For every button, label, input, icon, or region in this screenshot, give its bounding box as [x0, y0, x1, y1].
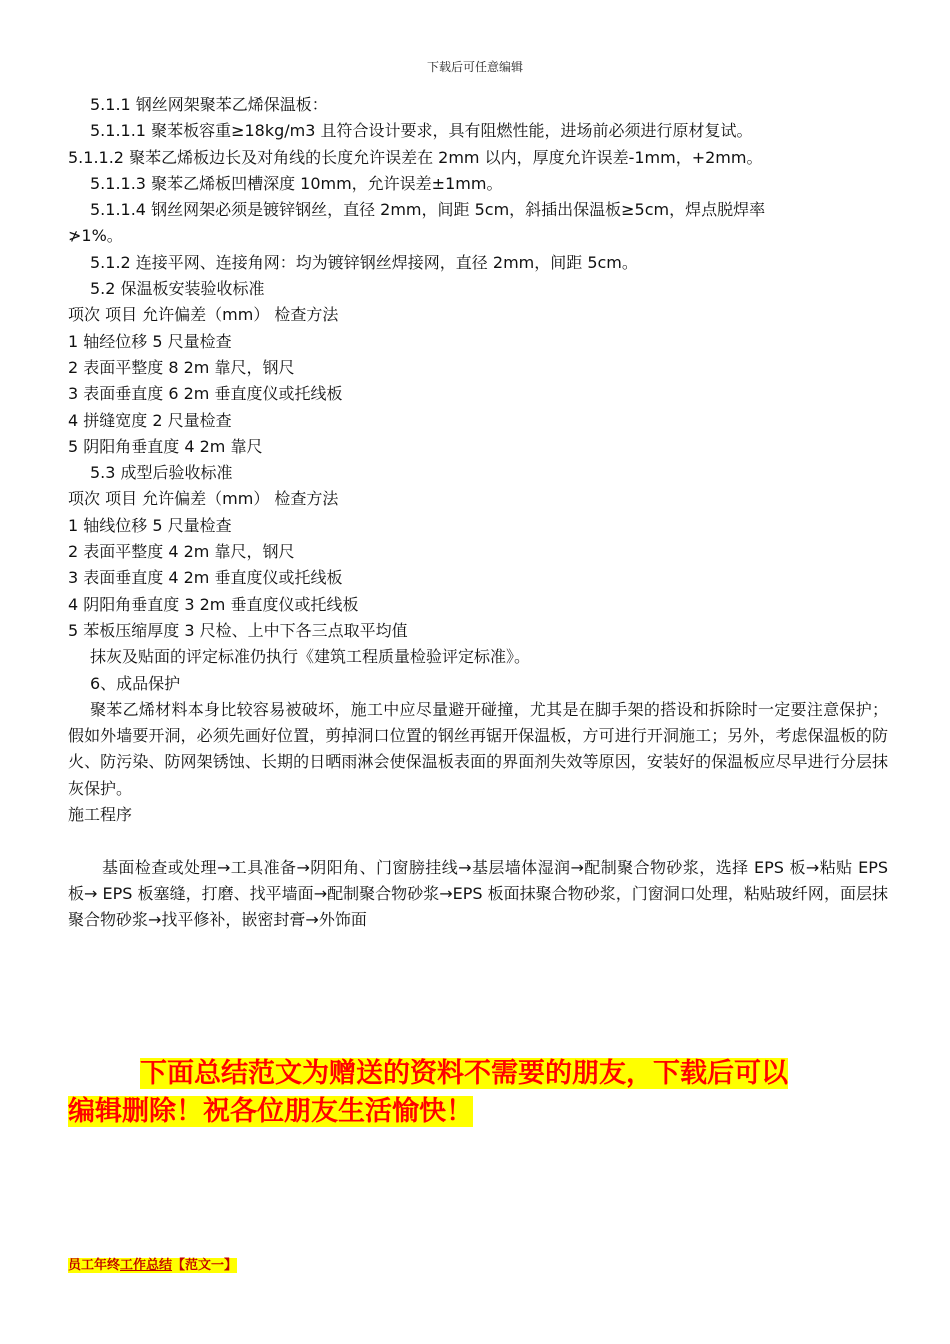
text-line: 6、成品保护: [90, 673, 181, 693]
text-line: 3 表面垂直度 6 2m 垂直度仪或托线板: [68, 384, 343, 404]
text-line: 5.1.1.1 聚苯板容重≥18kg/m3 且符合设计要求，具有阻燃性能，进场前必须进行原材复试。: [90, 121, 753, 141]
text-line: 5.2 保温板安装验收标准: [90, 279, 265, 299]
sample-title-part2: 工作总结: [120, 1258, 173, 1273]
protection-paragraph: 聚苯乙烯材料本身比较容易被破坏，施工中应尽量避开碰撞，尤其是在脚手架的搭设和拆除时一定要注意保护；假如外墙要开洞，必须先画好位置，剪掉洞口位置的钢丝再锯开保温板，方可进行开洞施工；另外，考虑保温板的防火、防污染、防网架锈蚀、长期的日晒雨淋会使保温板表面的界面剂失效等原因，安装好的保温板应尽早进行分层抹灰保护。: [68, 699, 888, 798]
text-line: 5.3 成型后验收标准: [90, 463, 233, 483]
text-line: 5 阴阳角垂直度 4 2m 靠尺: [68, 436, 263, 456]
document-body: [68, 92, 888, 934]
notice-line-1: 下面总结范文为赠送的资料不需要的朋友，下载后可以: [140, 1058, 788, 1089]
text-lines: [68, 92, 888, 697]
text-line: 4 拼缝宽度 2 尺量检查: [68, 410, 232, 430]
procedure-text: 基面检查或处理→工具准备→阴阳角、门窗膀挂线→基层墙体湿润→配制聚合物砂浆，选择 EPS 板→粘贴 EPS 板→ EPS 板塞缝，打磨、找平墙面→配制聚合物砂浆→EPS 板面抹聚合物砂浆，门窗洞口处理，粘贴玻纤网，面层抹聚合物砂浆→找平修补，嵌密封膏→外饰面: [68, 857, 888, 930]
blank-line: [68, 828, 888, 854]
procedure-title: 施工程序: [68, 805, 133, 825]
text-line: 5 苯板压缩厚度 3 尺检、上中下各三点取平均值: [68, 620, 408, 640]
text-line: 3 表面垂直度 4 2m 垂直度仪或托线板: [68, 568, 343, 588]
sample-title: [68, 1254, 237, 1273]
gift-notice: [68, 1055, 868, 1131]
notice-line-2: 编辑删除！祝各位朋友生活愉快！: [68, 1096, 473, 1127]
text-line: 项次 项目 允许偏差（mm） 检查方法: [68, 305, 339, 325]
text-line: 2 表面平整度 4 2m 靠尺，钢尺: [68, 542, 295, 562]
text-line: 2 表面平整度 8 2m 靠尺，钢尺: [68, 357, 295, 377]
text-line: 1 轴经位移 5 尺量检查: [68, 331, 232, 351]
text-line: 抹灰及贴面的评定标准仍执行《建筑工程质量检验评定标准》。: [90, 647, 531, 667]
sample-title-part3: 【范文一】: [172, 1258, 238, 1273]
text-line: 项次 项目 允许偏差（mm） 检查方法: [68, 489, 339, 509]
text-line: ≯1%。: [68, 226, 123, 246]
sample-title-part1: 员工年终: [68, 1258, 121, 1273]
text-line: 5.1.1.2 聚苯乙烯板边长及对角线的长度允许误差在 2mm 以内，厚度允许误差-1mm，+2mm。: [68, 147, 763, 167]
text-line: 5.1.2 连接平网、连接角网：均为镀锌钢丝焊接网，直径 2mm，间距 5cm。: [90, 252, 638, 272]
text-line: 5.1.1.3 聚苯乙烯板凹槽深度 10mm，允许误差±1mm。: [90, 173, 503, 193]
text-line: 4 阴阳角垂直度 3 2m 垂直度仪或托线板: [68, 594, 359, 614]
text-line: 5.1.1.4 钢丝网架必须是镀锌钢丝，直径 2mm，间距 5cm，斜插出保温板≥5cm，焊点脱焊率: [90, 200, 766, 220]
text-line: 5.1.1 钢丝网架聚苯乙烯保温板：: [90, 95, 328, 114]
page-header: 下载后可任意编辑: [426, 60, 523, 74]
text-line: 1 轴线位移 5 尺量检查: [68, 515, 232, 535]
